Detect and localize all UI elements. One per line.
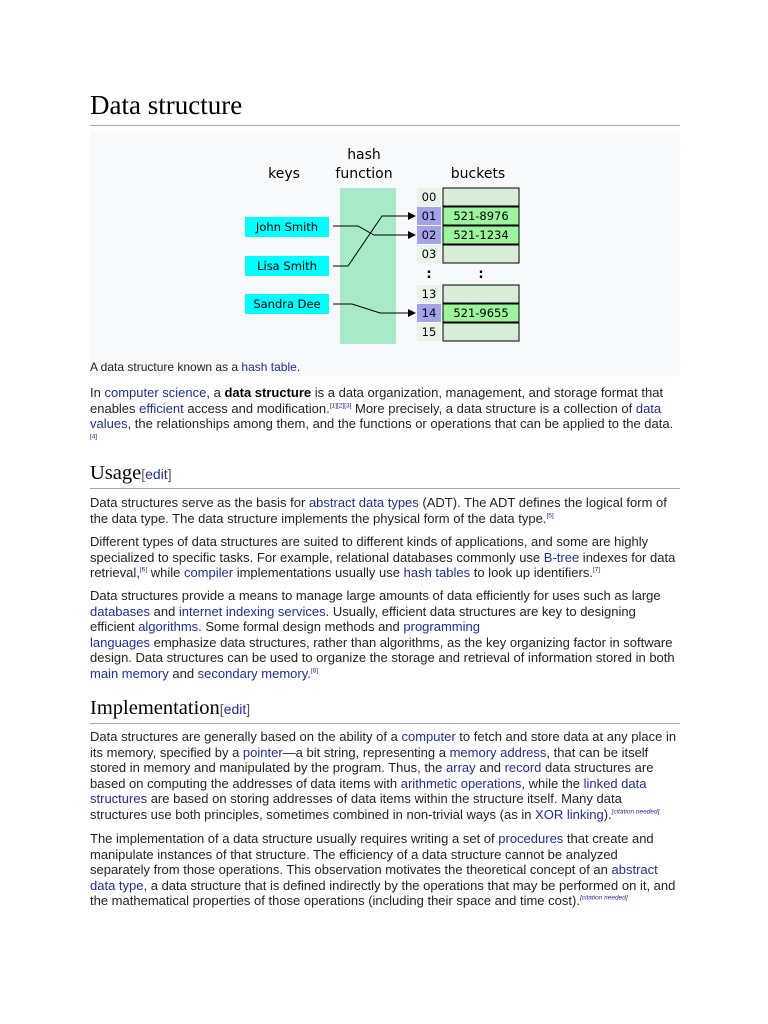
bucket-empty xyxy=(443,323,519,341)
text: access and modification. xyxy=(183,400,330,416)
text: , the relationships among them, and the functions or operations that can be applied to the data. xyxy=(127,416,674,432)
link-hash-table[interactable]: hash table xyxy=(241,360,297,374)
text: . Some formal design methods and xyxy=(198,619,404,635)
link-abstract-data-type[interactable]: abstract data type xyxy=(90,862,658,893)
caption-text: A data structure known as a xyxy=(90,360,242,374)
text: emphasize data structures, rather than algorithms, as the key organizing factor in software design. Data structures can be used to organize the storage and retrieval of information stored in both xyxy=(90,634,675,666)
heading-text: Usage xyxy=(90,462,142,484)
bucket-ellipsis: : xyxy=(478,267,484,282)
implementation-paragraph-1 xyxy=(90,729,680,823)
text: Data structures serve as the basis for xyxy=(90,495,309,510)
text: —a bit string, representing a xyxy=(282,744,450,760)
bucket-empty xyxy=(443,188,519,206)
citation-needed[interactable]: [citation needed] xyxy=(579,895,628,903)
link-computer-science[interactable]: computer science xyxy=(104,385,207,400)
text: . xyxy=(307,665,311,681)
usage-paragraph-2 xyxy=(90,534,680,581)
edit-implementation-link[interactable]: [edit] xyxy=(219,701,251,717)
slot-label: 13 xyxy=(421,287,437,301)
ref-5[interactable]: [5] xyxy=(546,512,554,520)
link-compiler[interactable]: compiler xyxy=(183,565,234,581)
text: (ADT). The ADT defines the logical form of the data type. The data structure implements the physical form of the data type. xyxy=(90,495,667,526)
ref-1-2-3[interactable]: [1][2][3] xyxy=(329,402,352,410)
bucket-value: 521-1234 xyxy=(453,228,509,242)
link-secondary-memory[interactable]: secondary memory xyxy=(197,665,308,681)
text: and xyxy=(168,665,198,681)
link-internet-indexing-services[interactable]: internet indexing services xyxy=(178,603,326,619)
figure-caption xyxy=(90,360,680,374)
label-hash: hash xyxy=(347,147,381,163)
text: is a data organization, management, and storage format that enables xyxy=(90,385,664,416)
text: to fetch and store data at any place in its memory, specified by a xyxy=(90,729,677,760)
link-hash-tables[interactable]: hash tables xyxy=(403,565,471,581)
ref-6[interactable]: [6] xyxy=(139,566,148,574)
link-memory-address[interactable]: memory address xyxy=(449,744,547,760)
ref-4[interactable]: [4] xyxy=(90,433,98,441)
edit-usage-link[interactable]: [edit] xyxy=(141,466,172,482)
text: In xyxy=(90,385,105,400)
implementation-paragraph-2 xyxy=(90,831,680,909)
slot-label: 14 xyxy=(421,306,437,320)
link-procedures[interactable]: procedures xyxy=(498,831,564,846)
text: The implementation of a data structure usually requires writing a set of xyxy=(90,831,499,846)
link-algorithms[interactable]: algorithms xyxy=(138,619,199,635)
ref-8[interactable]: [8] xyxy=(310,667,319,675)
text: , while the xyxy=(521,775,584,791)
link-record[interactable]: record xyxy=(504,760,542,776)
hash-table-diagram xyxy=(90,131,680,376)
text: Data structures are generally based on the ability of a xyxy=(90,729,402,744)
link-efficient[interactable]: efficient xyxy=(139,400,184,416)
text: Different types of data structures are suited to different kinds of applications, and some are highly specialized to specific tasks. For example, relational databases commonly use xyxy=(90,534,649,565)
term-data-structure: data structure xyxy=(224,385,312,400)
key-label: Sandra Dee xyxy=(253,297,321,311)
text: are based on storing addresses of data items within the structure itself. Many data structures use both principles, sometimes combined in non-trivial ways (as in xyxy=(90,791,622,822)
bucket-empty xyxy=(443,245,519,263)
text: indexes for data retrieval, xyxy=(90,549,676,581)
text: More precisely, a data structure is a collection of xyxy=(351,400,636,416)
label-buckets: buckets xyxy=(450,166,506,182)
text: while xyxy=(147,565,184,581)
link-data-values[interactable]: data values xyxy=(90,400,662,432)
ref-7[interactable]: [7] xyxy=(592,566,601,574)
citation-needed[interactable]: [citation needed] xyxy=(611,808,660,816)
slot-ellipsis: : xyxy=(426,267,432,282)
link-computer[interactable]: computer xyxy=(401,729,456,744)
hash-table-figure xyxy=(90,131,680,376)
text: ). xyxy=(603,806,612,822)
label-function: function xyxy=(335,166,393,182)
bucket-value: 521-8976 xyxy=(453,209,509,223)
text: that create and manipulate instances of that structure. The efficiency of a data structure cannot be analyzed separately from those operations. This observation motivates the theoretical concept of an xyxy=(90,831,654,878)
link-databases[interactable]: databases xyxy=(90,603,150,619)
bucket-empty xyxy=(443,285,519,303)
link-b-tree[interactable]: B-tree xyxy=(543,549,580,565)
heading-text: Implementation xyxy=(90,697,220,719)
link-abstract-data-types[interactable]: abstract data types xyxy=(308,495,419,510)
link-arithmetic-operations[interactable]: arithmetic operations xyxy=(400,775,522,791)
slot-column xyxy=(417,188,441,341)
text: , a data structure that is defined indirectly by the operations that may be performed on it, and the mathematical properties of those operations (including their space and time cost). xyxy=(90,877,676,909)
slot-label: 01 xyxy=(421,209,437,223)
text: , that can be itself stored in memory and manipulated by the program. Thus, the xyxy=(90,744,649,776)
text: Data structures provide a means to manage large amounts of data efficiently for uses such as large xyxy=(90,588,661,603)
slot-label: 03 xyxy=(421,247,437,261)
key-label: John Smith xyxy=(255,220,319,234)
text: and xyxy=(150,603,179,619)
bucket-value: 521-9655 xyxy=(453,306,509,320)
link-main-memory[interactable]: main memory xyxy=(90,665,169,681)
usage-paragraph-3 xyxy=(90,588,680,682)
link-linked-data-structures[interactable]: linked data structures xyxy=(90,775,647,807)
caption-end: . xyxy=(296,360,301,374)
intro-paragraph xyxy=(90,385,680,447)
text: and xyxy=(475,760,505,776)
link-xor-linking[interactable]: XOR linking xyxy=(535,806,604,822)
link-array[interactable]: array xyxy=(446,760,476,776)
label-keys: keys xyxy=(268,166,300,182)
slot-label: 15 xyxy=(421,325,437,339)
text: , a xyxy=(206,385,225,400)
link-pointer[interactable]: pointer xyxy=(242,744,283,760)
link-programming-languages[interactable]: programming languages xyxy=(90,619,480,650)
key-label: Lisa Smith xyxy=(257,259,317,273)
usage-paragraph-1 xyxy=(90,495,680,526)
heading-implementation xyxy=(90,696,680,724)
text: implementations usually use xyxy=(233,565,404,581)
heading-usage xyxy=(90,461,680,489)
slot-label: 02 xyxy=(421,228,437,242)
text: . Usually, efficient data structures are key to designing efficient xyxy=(90,603,636,635)
page-title: Data structure xyxy=(90,90,680,126)
text: data structures are based on computing the addresses of data items with xyxy=(90,760,654,791)
text: to look up identifiers. xyxy=(470,565,593,581)
slot-label: 00 xyxy=(421,190,437,204)
